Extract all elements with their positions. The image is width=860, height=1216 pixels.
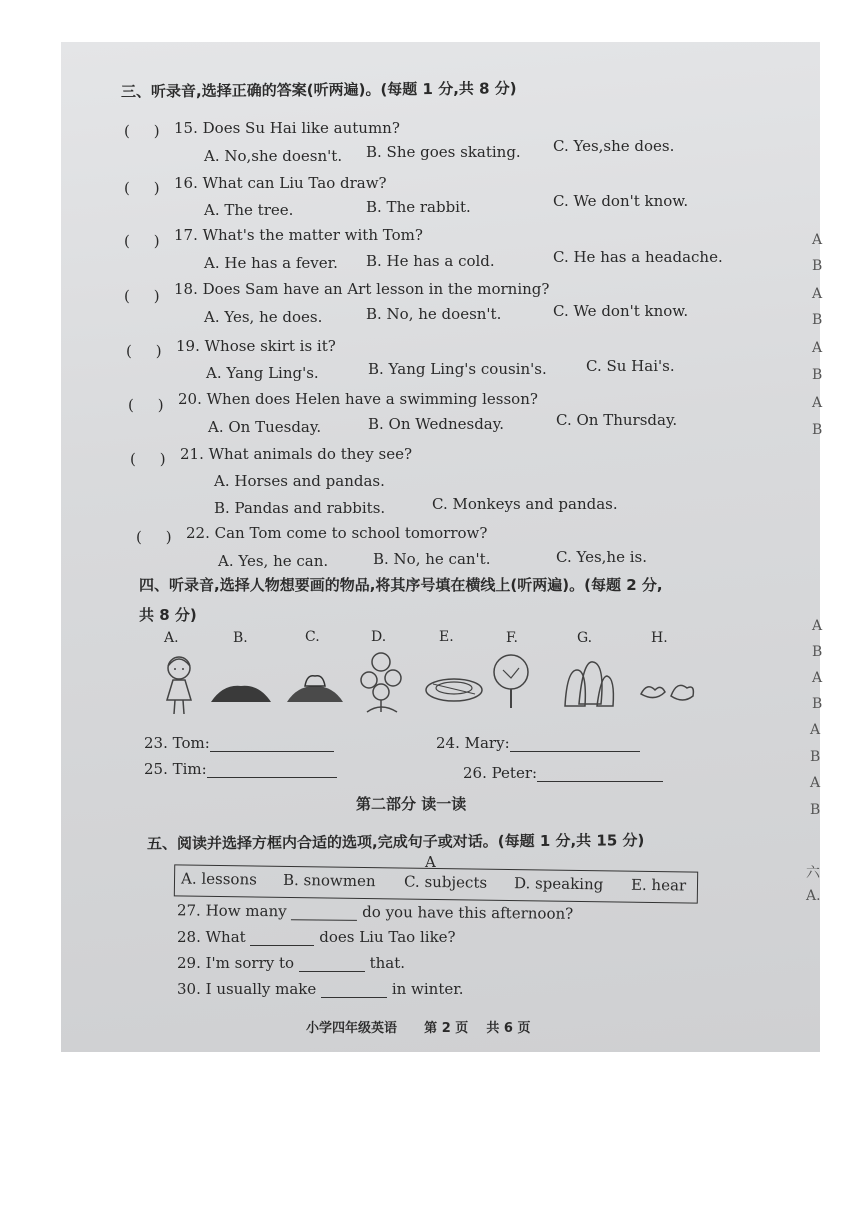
picture-letter: H. xyxy=(651,630,668,646)
edge-letter: A xyxy=(812,286,823,302)
edge-letter: A xyxy=(812,670,823,686)
option-a: A. On Tuesday. xyxy=(208,418,322,436)
footer-page: 第 2 页 xyxy=(424,1021,469,1036)
answer-blank[interactable] xyxy=(510,751,640,752)
edge-letter: B xyxy=(812,644,823,660)
option-a: A. He has a fever. xyxy=(204,254,338,272)
answer-blank[interactable] xyxy=(299,971,365,972)
question-text: 19. Whose skirt is it? xyxy=(176,337,336,355)
option-c: C. Monkeys and pandas. xyxy=(432,495,618,513)
question-text: 21. What animals do they see? xyxy=(180,445,412,463)
picture-letter: A. xyxy=(164,630,179,646)
answer-bracket[interactable]: ( ) xyxy=(126,342,162,360)
section4-title: 四、听录音,选择人物想要画的物品,将其序号填在横线上(听两遍)。(每题 2 分, xyxy=(139,576,663,594)
answer-bracket[interactable]: ( ) xyxy=(124,122,160,140)
answer-line-26: 26. Peter: xyxy=(463,764,663,782)
question-text: 17. What's the matter with Tom? xyxy=(174,226,423,244)
flowers-icon xyxy=(359,650,405,714)
option-b: B. The rabbit. xyxy=(366,198,471,216)
option-a: A. Horses and pandas. xyxy=(214,472,385,490)
answer-bracket[interactable]: ( ) xyxy=(124,232,160,250)
option-b: B. Pandas and rabbits. xyxy=(214,499,386,517)
question-text: 16. What can Liu Tao draw? xyxy=(174,174,387,192)
question-text: 22. Can Tom come to school tomorrow? xyxy=(186,524,488,542)
picture-letter: E. xyxy=(439,629,454,645)
edge-letter: A xyxy=(810,775,821,791)
birds-icon xyxy=(637,678,697,708)
edge-letter: B xyxy=(812,258,823,274)
sentence-28: 28. What does Liu Tao like? xyxy=(177,928,456,946)
word-option: A. lessons xyxy=(180,869,257,889)
section5-title: 五、阅读并选择方框内合适的选项,完成句子或对话。(每题 1 分,共 15 分) xyxy=(146,831,645,853)
answer-blank[interactable] xyxy=(250,945,314,946)
word-option: E. hear xyxy=(630,875,687,895)
picture-letter: B. xyxy=(233,630,248,646)
option-c: C. We don't know. xyxy=(553,192,689,210)
question-text: 15. Does Su Hai like autumn? xyxy=(174,119,400,137)
edge-letter: B xyxy=(810,749,821,765)
tree-icon xyxy=(491,652,531,710)
answer-blank[interactable] xyxy=(207,777,337,778)
answer-blank[interactable] xyxy=(210,751,334,752)
option-a: A. Yes, he does. xyxy=(204,308,323,326)
answer-bracket[interactable]: ( ) xyxy=(124,179,160,197)
edge-section-label: 六 xyxy=(806,865,820,881)
answer-line-23: 23. Tom: xyxy=(144,734,334,752)
edge-letter: A xyxy=(812,232,823,248)
part2-title: 第二部分 读一读 xyxy=(356,795,467,813)
section4-title-cont: 共 8 分) xyxy=(139,606,197,624)
option-c: C. On Thursday. xyxy=(556,411,678,429)
option-b: B. Yang Ling's cousin's. xyxy=(368,360,547,378)
word-option: D. speaking xyxy=(513,874,604,894)
edge-letter: B xyxy=(812,367,823,383)
option-c: C. He has a headache. xyxy=(553,248,723,266)
edge-letter: A xyxy=(812,395,823,411)
edge-letter: A xyxy=(810,722,821,738)
hill-icon xyxy=(209,680,273,704)
page-footer xyxy=(306,1017,531,1036)
sentence-29: 29. I'm sorry to that. xyxy=(177,954,406,972)
sentence-27: 27. How many do you have this afternoon? xyxy=(176,901,574,923)
option-b: B. She goes skating. xyxy=(366,143,521,161)
picture-letter: G. xyxy=(577,630,593,646)
edge-letter: A xyxy=(812,618,823,634)
girl-icon xyxy=(161,654,197,718)
option-b: B. No, he can't. xyxy=(373,550,491,568)
answer-blank[interactable] xyxy=(291,919,357,921)
edge-option: A. xyxy=(806,888,821,904)
edge-letter: B xyxy=(812,422,823,438)
option-a: A. No,she doesn't. xyxy=(204,147,343,165)
option-c: C. We don't know. xyxy=(553,302,689,320)
hill-with-trees-icon xyxy=(285,670,345,704)
option-a: A. Yang Ling's. xyxy=(206,364,319,382)
word-option: B. snowmen xyxy=(282,870,376,891)
answer-line-25: 25. Tim: xyxy=(144,760,337,778)
footer-subject: 小学四年级英语 xyxy=(306,1021,398,1036)
option-b: B. He has a cold. xyxy=(366,252,495,270)
answer-bracket[interactable]: ( ) xyxy=(124,287,160,305)
picture-letter: F. xyxy=(506,630,518,646)
edge-letter: B xyxy=(812,696,823,712)
answer-line-24: 24. Mary: xyxy=(436,734,640,752)
option-c: C. Yes,she does. xyxy=(553,137,675,155)
trees-icon xyxy=(561,656,617,710)
option-a: A. Yes, he can. xyxy=(218,552,329,570)
answer-bracket[interactable]: ( ) xyxy=(136,528,172,546)
question-text: 18. Does Sam have an Art lesson in the morning? xyxy=(174,280,550,298)
word-bank xyxy=(174,864,698,903)
edge-letter: B xyxy=(812,312,823,328)
sentence-30: 30. I usually make in winter. xyxy=(177,980,464,998)
section3-title: 三、听录音,选择正确的答案(听两遍)。(每题 1 分,共 8 分) xyxy=(120,79,517,101)
edge-letter: B xyxy=(810,802,821,818)
option-c: C. Su Hai's. xyxy=(586,357,675,375)
answer-blank[interactable] xyxy=(537,781,663,782)
edge-letter: A xyxy=(812,340,823,356)
answer-bracket[interactable]: ( ) xyxy=(128,396,164,414)
option-b: B. On Wednesday. xyxy=(368,415,504,433)
picture-letter: D. xyxy=(371,629,387,645)
box-label: A xyxy=(425,853,436,871)
option-c: C. Yes,he is. xyxy=(556,548,647,566)
word-option: C. subjects xyxy=(403,872,488,892)
boat-icon xyxy=(423,670,485,704)
answer-blank[interactable] xyxy=(321,997,387,998)
option-a: A. The tree. xyxy=(204,201,294,219)
exam-page xyxy=(61,42,823,1052)
footer-total: 共 6 页 xyxy=(486,1021,531,1036)
picture-letter: C. xyxy=(305,629,320,645)
option-b: B. No, he doesn't. xyxy=(366,305,502,323)
answer-bracket[interactable]: ( ) xyxy=(130,450,166,468)
question-text: 20. When does Helen have a swimming lesson? xyxy=(178,390,538,408)
